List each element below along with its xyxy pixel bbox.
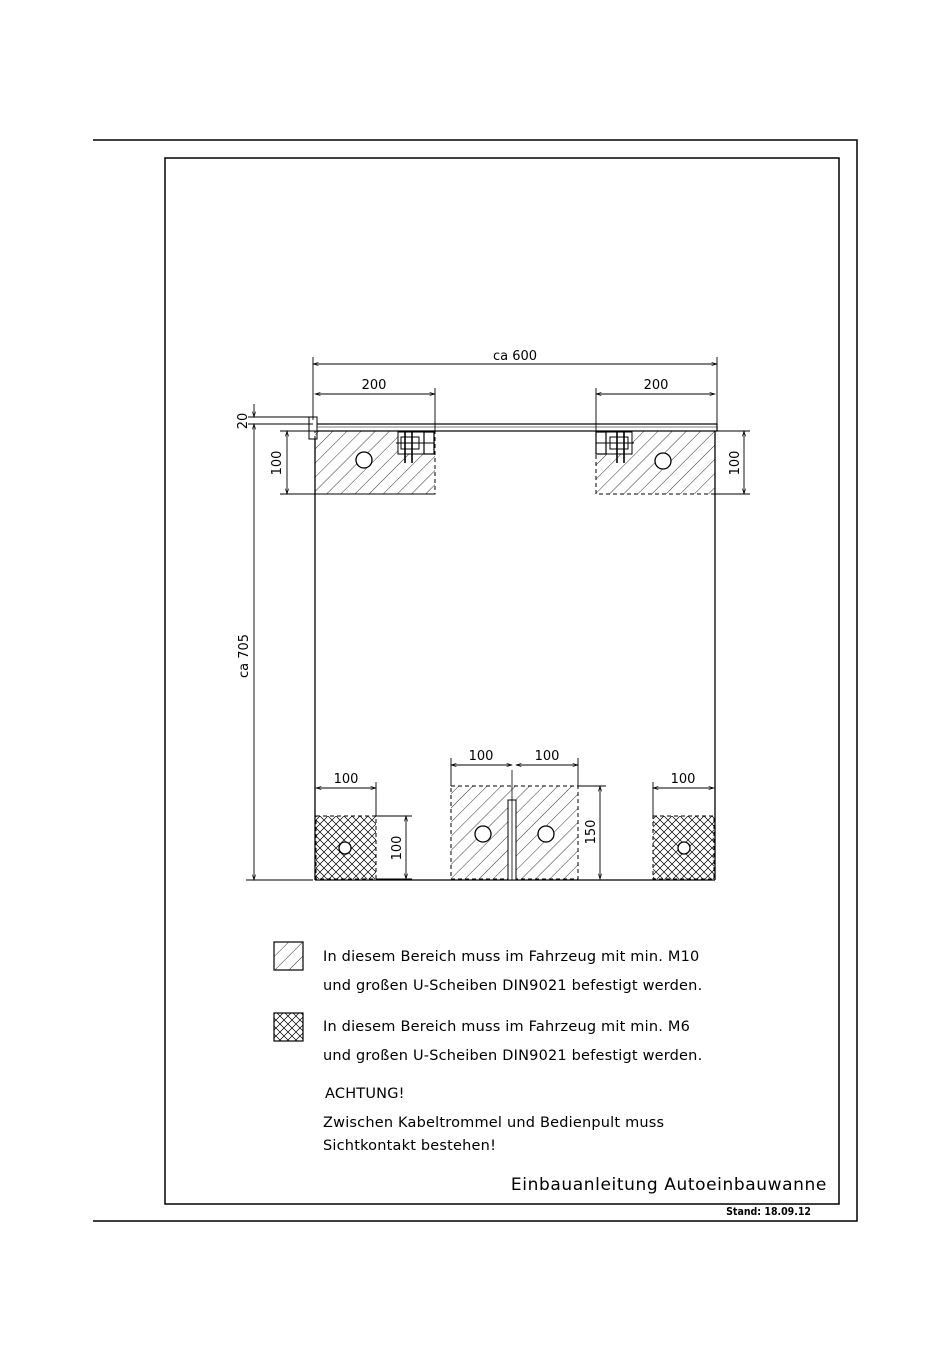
dim-bottom-left-width: 100 bbox=[333, 772, 359, 787]
bottom-right-mount-zone bbox=[653, 816, 714, 879]
warning-line1: Zwischen Kabeltrommel und Bedienpult muss bbox=[323, 1115, 665, 1131]
dim-top-left-width: 200 bbox=[361, 378, 387, 393]
dim-flange: 20 bbox=[236, 412, 251, 430]
dim-bottom-center-left-width: 100 bbox=[468, 749, 494, 764]
warning-heading: ACHTUNG! bbox=[325, 1086, 405, 1102]
legend-cross-line2: und großen U-Scheiben DIN9021 befestigt werden. bbox=[323, 1048, 703, 1064]
dim-overall-height: ca 705 bbox=[237, 633, 252, 679]
dim-top-left-depth: 100 bbox=[270, 450, 285, 476]
legend-single-line1: In diesem Bereich muss im Fahrzeug mit min. M10 bbox=[323, 949, 700, 965]
legend-swatch-single-hatch bbox=[274, 942, 303, 970]
dim-bottom-center-height: 150 bbox=[584, 819, 599, 845]
dim-top-right-width: 200 bbox=[643, 378, 669, 393]
warning-line2: Sichtkontakt bestehen! bbox=[323, 1138, 497, 1154]
dim-bottom-right-width: 100 bbox=[670, 772, 696, 787]
bottom-left-mount-zone bbox=[316, 816, 376, 879]
dim-top-right-depth: 100 bbox=[728, 450, 743, 476]
legend-cross-line1: In diesem Bereich muss im Fahrzeug mit min. M6 bbox=[323, 1019, 690, 1035]
dim-overall-width: ca 600 bbox=[492, 349, 538, 364]
legend-single-line2: und großen U-Scheiben DIN9021 befestigt werden. bbox=[323, 978, 703, 994]
warning-note bbox=[323, 1086, 664, 1154]
title-block-stand: Stand: 18.09.12 bbox=[726, 1206, 811, 1218]
legend-swatch-cross-hatch bbox=[274, 1013, 303, 1041]
title-block-title: Einbauanleitung Autoeinbauwanne bbox=[510, 1175, 827, 1195]
dim-bottom-left-height: 100 bbox=[390, 835, 405, 861]
legend bbox=[274, 942, 702, 1064]
bottom-center-mount-zone bbox=[451, 770, 578, 880]
dim-bottom-center-right-width: 100 bbox=[534, 749, 560, 764]
